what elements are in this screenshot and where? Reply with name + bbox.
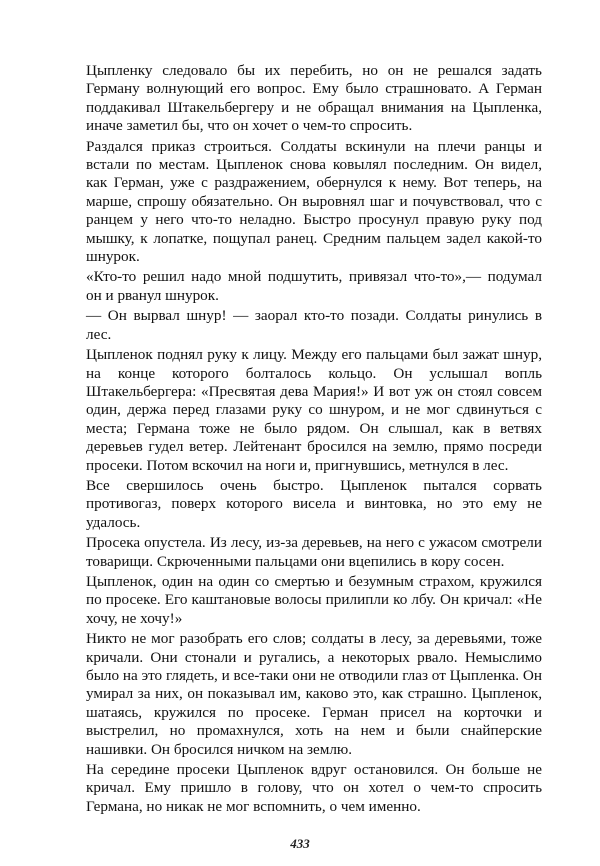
page-number: 433 [290, 836, 310, 851]
paragraph-4: — Он вырвал шнур! — заорал кто-то позади. Солдаты ринулись в лес. [86, 307, 542, 343]
paragraph-8: Цыпленок, один на один со смертью и безумным страхом, кружился по просеке. Его каштановые волосы прилипли ко лбу. Он кричал: «Не хочу, не хочу!» [86, 572, 542, 627]
paragraph-5: Цыпленок поднял руку к лицу. Между его пальцами был зажат шнур, на конце которого болталось кольцо. Он услышал вопль Штакельбергера: «Пресвятая дева Мария!» И вот уж он стоял совсем один, держа перед глазами руку со шнуром, и не мог сдвинуться с места; Германа тоже не было рядом. Он слышал, как в ветвях деревьев гудел ветер. Лейтенант бросился на землю, прямо посреди просеки. Потом вскочил на ноги и, пригнувшись, метнулся в лес. [86, 346, 542, 474]
body-text [86, 62, 542, 818]
paragraph-6: Все свершилось очень быстро. Цыпленок пытался сорвать противогаз, поверх которого висела и винтовка, но это ему не удалось. [86, 476, 542, 531]
paragraph-2: Раздался приказ строиться. Солдаты вскинули на плечи ранцы и встали по местам. Цыпленок снова ковылял последним. Он видел, как Герман, уже с раздражением, обернулся к нему. Вот теперь, на марше, спрошу обязательно. Он выровнял шаг и почувствовал, что с ранцем у него что-то неладно. Быстро просунул правую руку под мышку, к лопатке, пощупал ранец. Средним пальцем задел какой-то шнурок. [86, 137, 542, 266]
paragraph-9: Никто не мог разобрать его слов; солдаты в лесу, за деревьями, тоже кричали. Они стонали и ругались, а некоторых рвало. Немыслимо было на это глядеть, и все-таки они не отводили глаз от Цыпленка. Он умирал за них, он показывал им, каково это, как страшно. Цыпленок, шатаясь, кружился по просеке. Герман присел на корточки и выстрелил, но промахнулся, хоть на нем и были снайперские нашивки. Он бросился ничком на землю. [86, 630, 542, 758]
paragraph-7: Просека опустела. Из лесу, из-за деревьев, на него с ужасом смотрели товарищи. Скрюченными пальцами они вцепились в кору сосен. [86, 534, 542, 570]
paragraph-10: На середине просеки Цыпленок вдруг остановился. Он больше не кричал. Ему пришло в голову, что он хотел о чем-то спросить Германа, но никак не мог вспомнить, о чем именно. [86, 761, 542, 815]
paragraph-3: «Кто-то решил надо мной подшутить, привязал что-то»,— подумал он и рванул шнурок. [86, 268, 542, 304]
paragraph-1: Цыпленку следовало бы их перебить, но он не решался задать Герману волнующий его вопрос. Ему было страшновато. А Герман поддакивал Штакельбергеру и не обращал внимания на Цыпленка, иначе заметил бы, что он хочет о чем-то спросить. [86, 62, 542, 135]
